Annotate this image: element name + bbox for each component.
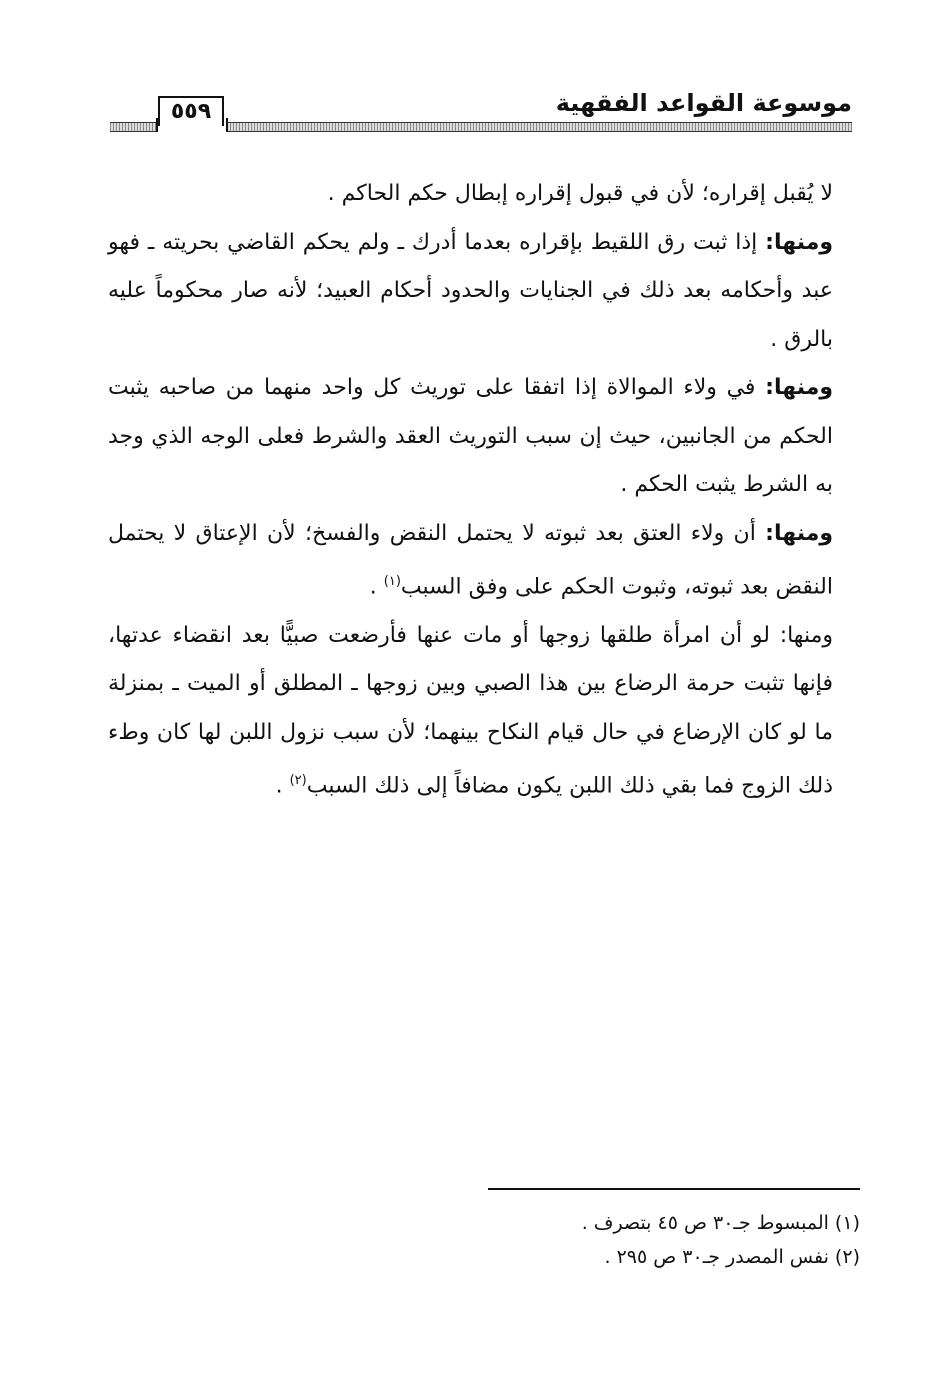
paragraph-lead: ومنها: bbox=[765, 229, 833, 255]
paragraph-lead: ومنها: bbox=[765, 375, 833, 400]
paragraph-2 bbox=[108, 219, 833, 365]
page-header bbox=[110, 88, 852, 134]
paragraph-text: أن ولاء العتق بعد ثبوته لا يحتمل النقض والفسخ؛ لأن الإعتاق لا يحتمل النقض بعد ثبوته، وثبوت الحكم على وفق السبب bbox=[108, 520, 833, 600]
paragraph-lead: ومنها: bbox=[765, 520, 833, 546]
paragraph-text: في ولاء الموالاة إذا اتفقا على توريث كل واحد منهما من صاحبه يثبت الحكم من الجانبين، حيث إن سبب التوريث العقد والشرط فعلى الوجه الذي وجد به الشرط يثبت الحكم . bbox=[108, 375, 833, 497]
footnote-separator bbox=[488, 1188, 860, 1190]
paragraph-tail: . bbox=[275, 773, 290, 799]
footnote-1: (١) المبسوط جـ٣٠ ص ٤٥ بتصرف . bbox=[581, 1212, 860, 1234]
book-title: موسوعة القواعد الفقهية bbox=[555, 89, 852, 117]
paragraph-text: لو أن امرأة طلقها زوجها أو مات عنها فأرضعت صبيًّا بعد انقضاء عدتها، فإنها تثبت حرمة الرضاع بين هذا الصبي وبين زوجها ـ المطلق أو الميت ـ بمنزلة ما لو كان الإرضاع في حال قيام النكاح بينهما؛ لأن سبب نزول اللبن لها كان وطء ذلك الزوج فما بقي ذلك اللبن يكون مضافاً إلى ذلك السبب bbox=[108, 622, 833, 799]
paragraph-text: لا يُقبل إقراره؛ لأن في قبول إقراره إبطال حكم الحاكم . bbox=[327, 181, 833, 206]
footnotes bbox=[460, 1206, 860, 1274]
paragraph-tail: . bbox=[369, 574, 384, 600]
footnote-ref-2[interactable]: (٢) bbox=[289, 773, 307, 789]
page-number: ٥٥٩ bbox=[158, 96, 224, 126]
paragraph-4 bbox=[108, 510, 833, 612]
footnote-2: (٢) نفس المصدر جـ٣٠ ص ٢٩٥ . bbox=[604, 1246, 860, 1268]
footnote-ref-1[interactable]: (١) bbox=[383, 574, 401, 589]
paragraph-5 bbox=[108, 612, 833, 811]
main-text bbox=[108, 170, 833, 811]
paragraph-lead: ومنها: bbox=[779, 622, 833, 648]
paragraph-3 bbox=[108, 364, 833, 510]
paragraph-text: إذا ثبت رق اللقيط بإقراره بعدما أدرك ـ ولم يحكم القاضي بحريته ـ فهو عبد وأحكامه بعد ذلك في الجنايات والحدود أحكام العبيد؛ لأنه صار محكوماً عليه بالرق . bbox=[108, 229, 833, 352]
paragraph-1 bbox=[108, 170, 833, 219]
